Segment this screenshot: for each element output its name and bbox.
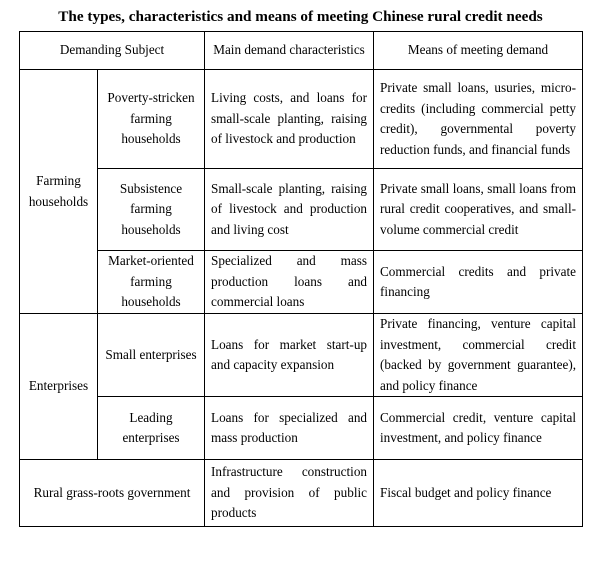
subtype-cell: Rural grass-roots government xyxy=(20,460,205,527)
means-cell: Private small loans, usuries, micro-credits (including commercial petty credit), governmental poverty reduction funds, and financial funds xyxy=(374,70,583,169)
characteristics-cell: Loans for specialized and mass production xyxy=(205,397,374,460)
table-row xyxy=(20,460,583,527)
table-row xyxy=(20,251,583,314)
header-main-demand-characteristics: Main demand characteristics xyxy=(205,32,374,70)
subtype-cell: Subsistence farming households xyxy=(98,169,205,251)
table-title: The types, characteristics and means of meeting Chinese rural credit needs xyxy=(58,8,543,25)
table-row xyxy=(20,397,583,460)
credit-needs-table xyxy=(19,31,583,527)
table-row xyxy=(20,169,583,251)
table-row xyxy=(20,314,583,397)
characteristics-cell: Infrastructure construction and provision of public products xyxy=(205,460,374,527)
header-demanding-subject: Demanding Subject xyxy=(20,32,205,70)
header-row xyxy=(20,32,583,70)
means-cell: Private financing, venture capital investment, commercial credit (backed by government guarantee), and policy finance xyxy=(374,314,583,397)
header-means-of-meeting-demand: Means of meeting demand xyxy=(374,32,583,70)
means-cell: Fiscal budget and policy finance xyxy=(374,460,583,527)
subtype-cell: Poverty-stricken farming households xyxy=(98,70,205,169)
table-row xyxy=(20,70,583,169)
means-cell: Private small loans, small loans from rural credit cooperatives, and small-volume commercial credit xyxy=(374,169,583,251)
subtype-cell: Small enterprises xyxy=(98,314,205,397)
characteristics-cell: Loans for market start-up and capacity expansion xyxy=(205,314,374,397)
characteristics-cell: Specialized and mass production loans and commercial loans xyxy=(205,251,374,314)
subtype-cell: Leading enterprises xyxy=(98,397,205,460)
group-enterprises: Enterprises xyxy=(20,314,98,460)
means-cell: Commercial credits and private financing xyxy=(374,251,583,314)
characteristics-cell: Small-scale planting, raising of livestock and production and living cost xyxy=(205,169,374,251)
characteristics-cell: Living costs, and loans for small-scale planting, raising of livestock and production xyxy=(205,70,374,169)
subtype-cell: Market-oriented farming households xyxy=(98,251,205,314)
means-cell: Commercial credit, venture capital investment, and policy finance xyxy=(374,397,583,460)
group-farming-households: Farming households xyxy=(20,70,98,314)
